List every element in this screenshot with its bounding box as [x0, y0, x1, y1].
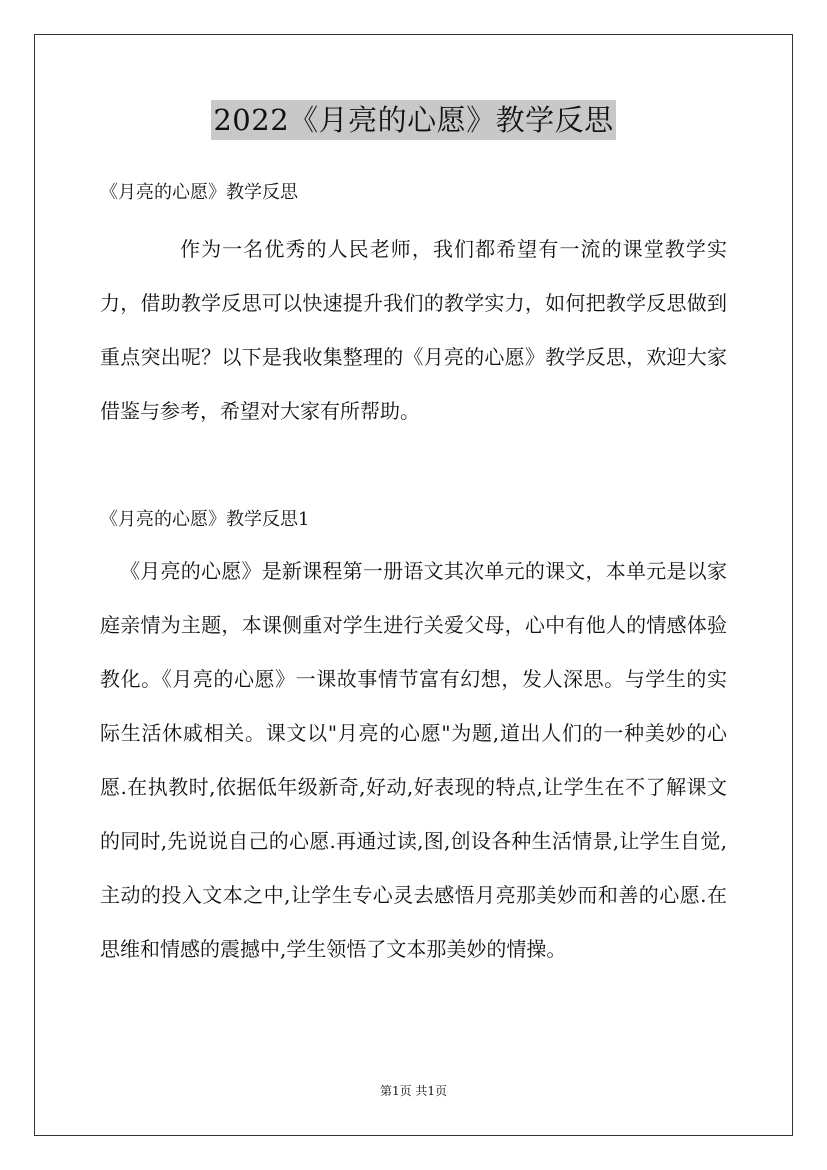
page-footer: 第1页 共1页 [379, 1084, 448, 1098]
document-subtitle: 《月亮的心愿》教学反思 [100, 182, 298, 203]
title-container [0, 100, 827, 140]
intro-paragraph: 作为一名优秀的人民老师，我们都希望有一流的课堂教学实力，借助教学反思可以快速提升我们的教学实力，如何把教学反思做到重点突出呢？以下是我收集整理的《月亮的心愿》教学反思，欢迎大家借鉴与参考，希望对大家有所帮助。 [100, 237, 727, 423]
section1-paragraph: 《月亮的心愿》是新课程第一册语文其次单元的课文，本单元是以家庭亲情为主题，本课侧重对学生进行关爱父母，心中有他人的情感体验教化。《月亮的心愿》一课故事情节富有幻想，发人深思。与学生的实际生活休戚相关。课文以"月亮的心愿"为题,道出人们的一种美妙的心愿.在执教时,依据低年级新奇,好动,好表现的特点,让学生在不了解课文的同时,先说说自己的心愿.再通过读,图,创设各种生活情景,让学生自觉,主动的投入文本之中,让学生专心灵去感悟月亮那美妙而和善的心愿.在思维和情感的震撼中,学生领悟了文本那美妙的情操。 [100, 559, 727, 961]
section1-heading: 《月亮的心愿》教学反思1 [100, 509, 310, 530]
document-title: 2022《月亮的心愿》教学反思 [211, 100, 615, 140]
